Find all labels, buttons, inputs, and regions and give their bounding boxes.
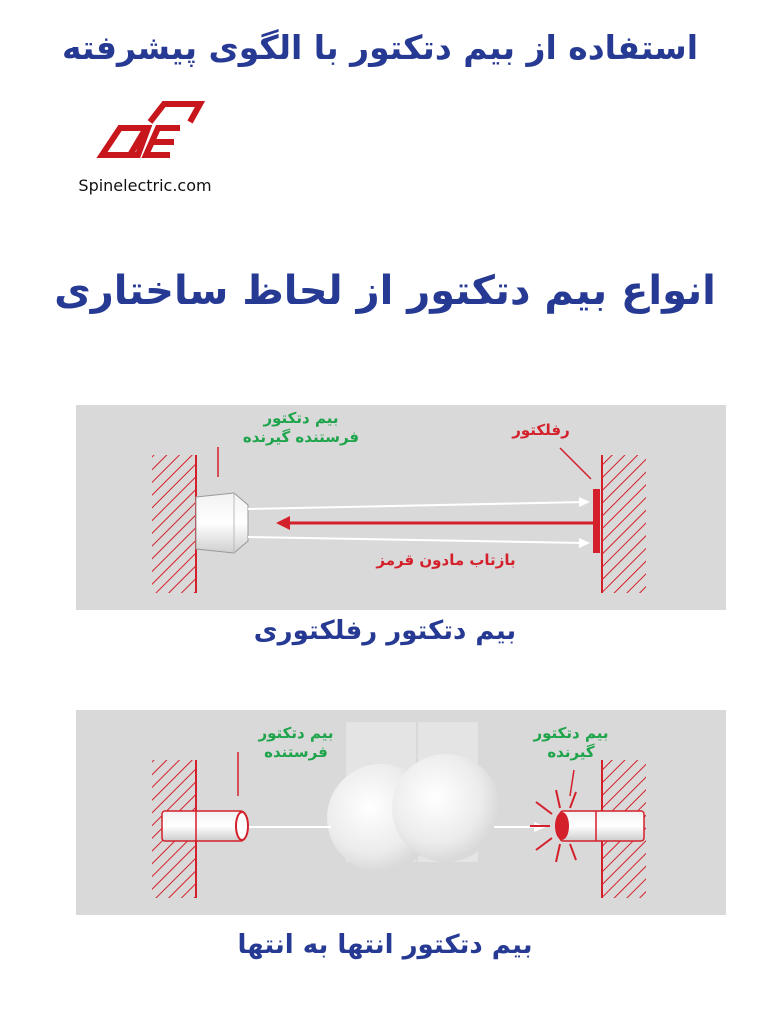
- receiver-label: بیم دتکتور گیرنده: [533, 724, 609, 761]
- reflector-plate: [593, 489, 600, 553]
- beam-outgoing-top: [248, 502, 584, 509]
- end-to-end-diagram-graphic: [76, 710, 726, 915]
- receiver-device: [555, 811, 644, 841]
- transceiver-device: [196, 493, 248, 553]
- smoke-particle: [392, 754, 500, 862]
- reflector-label: رفلکتور: [512, 421, 570, 439]
- transceiver-label: بیم دتکتور فرستنده گیرنده: [242, 409, 360, 446]
- infrared-reflection-label: بازتاب مادون قرمز: [376, 551, 516, 569]
- logo-text: Spinelectric.com: [78, 176, 212, 195]
- end-to-end-diagram: [76, 710, 726, 915]
- section-title: انواع بیم دتکتور از لحاظ ساختاری: [54, 268, 716, 314]
- reflector-diagram-graphic: [76, 405, 726, 610]
- reflector-diagram: [76, 405, 726, 610]
- left-wall: [152, 455, 196, 593]
- main-title: استفاده از بیم دتکتور با الگوی پیشرفته: [61, 28, 699, 67]
- right-wall: [602, 455, 646, 593]
- end-to-end-caption: بیم دتکتور انتها به انتها: [237, 930, 533, 960]
- transmitter-label: بیم دتکتور فرستنده: [258, 724, 334, 761]
- transmitter-device: [162, 811, 248, 841]
- beam-outgoing-bottom: [248, 537, 584, 543]
- company-logo: [90, 100, 210, 165]
- reflector-caption: بیم دتکتور رفلکتوری: [253, 616, 517, 646]
